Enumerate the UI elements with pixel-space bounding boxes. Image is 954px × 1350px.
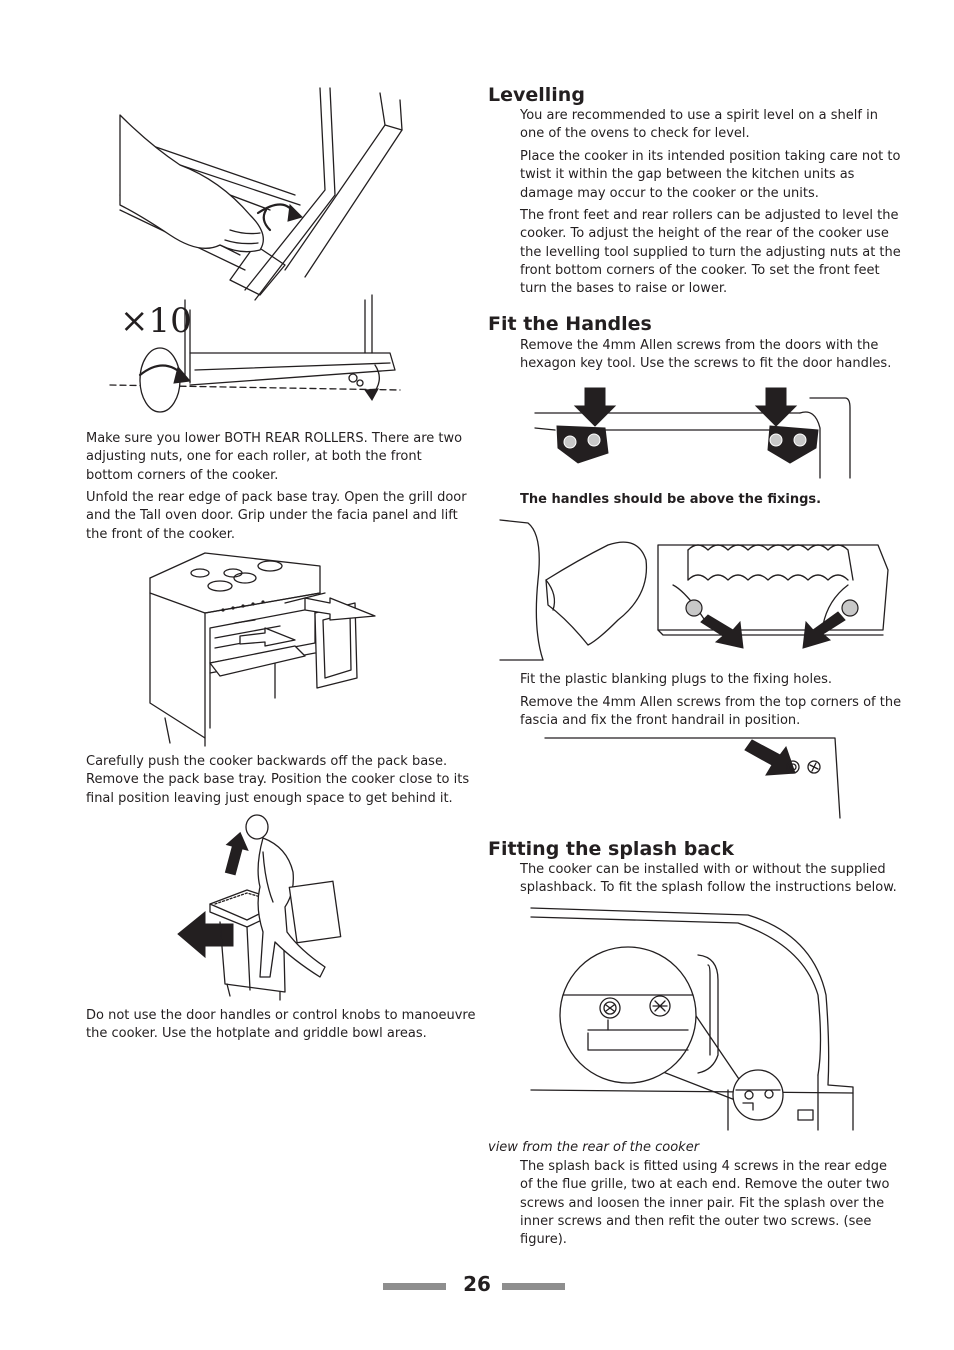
blanking-plugs-instruction: Fit the plastic blanking plugs to the fixing holes. xyxy=(520,672,832,687)
page-bar-right xyxy=(502,1283,565,1290)
handles-p1: Remove the 4mm Allen screws from the doors with the hexagon key tool. Use the screws to fit the door handles. xyxy=(520,338,892,372)
levelling-p3: The front feet and rear rollers can be adjusted to level the cooker. To adjust the height of the rear of the cooker use the levelling tool supplied to turn the adjusting nuts at the front bottom corners of the cooker. To set the front feet turn the bases to raise or lower. xyxy=(520,208,901,297)
illustration-lift-cooker xyxy=(145,548,385,748)
page-number: 26 xyxy=(463,1272,491,1296)
illustration-handle-fixings xyxy=(498,520,893,665)
levelling-p2: Place the cooker in its intended position taking care not to twist it within the gap between the kitchen units as damage may occur to the cooker or the units. xyxy=(520,149,901,201)
splash-p1: The cooker can be installed with or without the supplied splashback. To fit the splash follow the instructions below. xyxy=(520,862,897,896)
pack-tray-instruction: Unfold the rear edge of pack base tray. Open the grill door and the Tall oven door. Grip under the facia panel and lift the front of the cooker. xyxy=(86,490,467,542)
splash-caption: view from the rear of the cooker xyxy=(488,1140,700,1155)
handles-caption: The handles should be above the fixings. xyxy=(520,492,822,507)
fit-handles-heading: Fit the Handles xyxy=(488,313,652,335)
splash-back-heading: Fitting the splash back xyxy=(488,838,735,860)
splash-p2: The splash back is fitted using 4 screws in the rear edge of the flue grille, two at each end. Remove the outer two screws and loosen the inner pair. Fit the splash over the inner screws and then refit the outer two screws. (see figure). xyxy=(520,1159,890,1248)
push-back-instruction: Carefully push the cooker backwards off the pack base. Remove the pack base tray. Position the cooker close to its final position leaving just enough space to get behind it. xyxy=(86,754,470,806)
handrail-instruction: Remove the 4mm Allen screws from the top corners of the fascia and fix the front handrail in position. xyxy=(520,695,902,729)
levelling-heading: Levelling xyxy=(488,84,585,106)
roller-count-label: ×10 xyxy=(120,301,192,341)
illustration-fascia-screws xyxy=(540,735,845,820)
illustration-splash-back xyxy=(528,905,863,1135)
illustration-move-cooker xyxy=(175,812,345,1002)
levelling-p1: You are recommended to use a spirit level on a shelf in one of the ovens to check for level. xyxy=(520,108,878,142)
illustration-door-screws xyxy=(530,378,860,483)
illustration-rear-rollers xyxy=(110,85,410,425)
page-bar-left xyxy=(383,1283,446,1290)
rollers-instruction: Make sure you lower BOTH REAR ROLLERS. There are two adjusting nuts, one for each roller, at both the front bottom corners of the cooker. xyxy=(86,431,463,483)
handling-warning: Do not use the door handles or control knobs to manoeuvre the cooker. Use the hotplate and griddle bowl areas. xyxy=(86,1008,476,1042)
